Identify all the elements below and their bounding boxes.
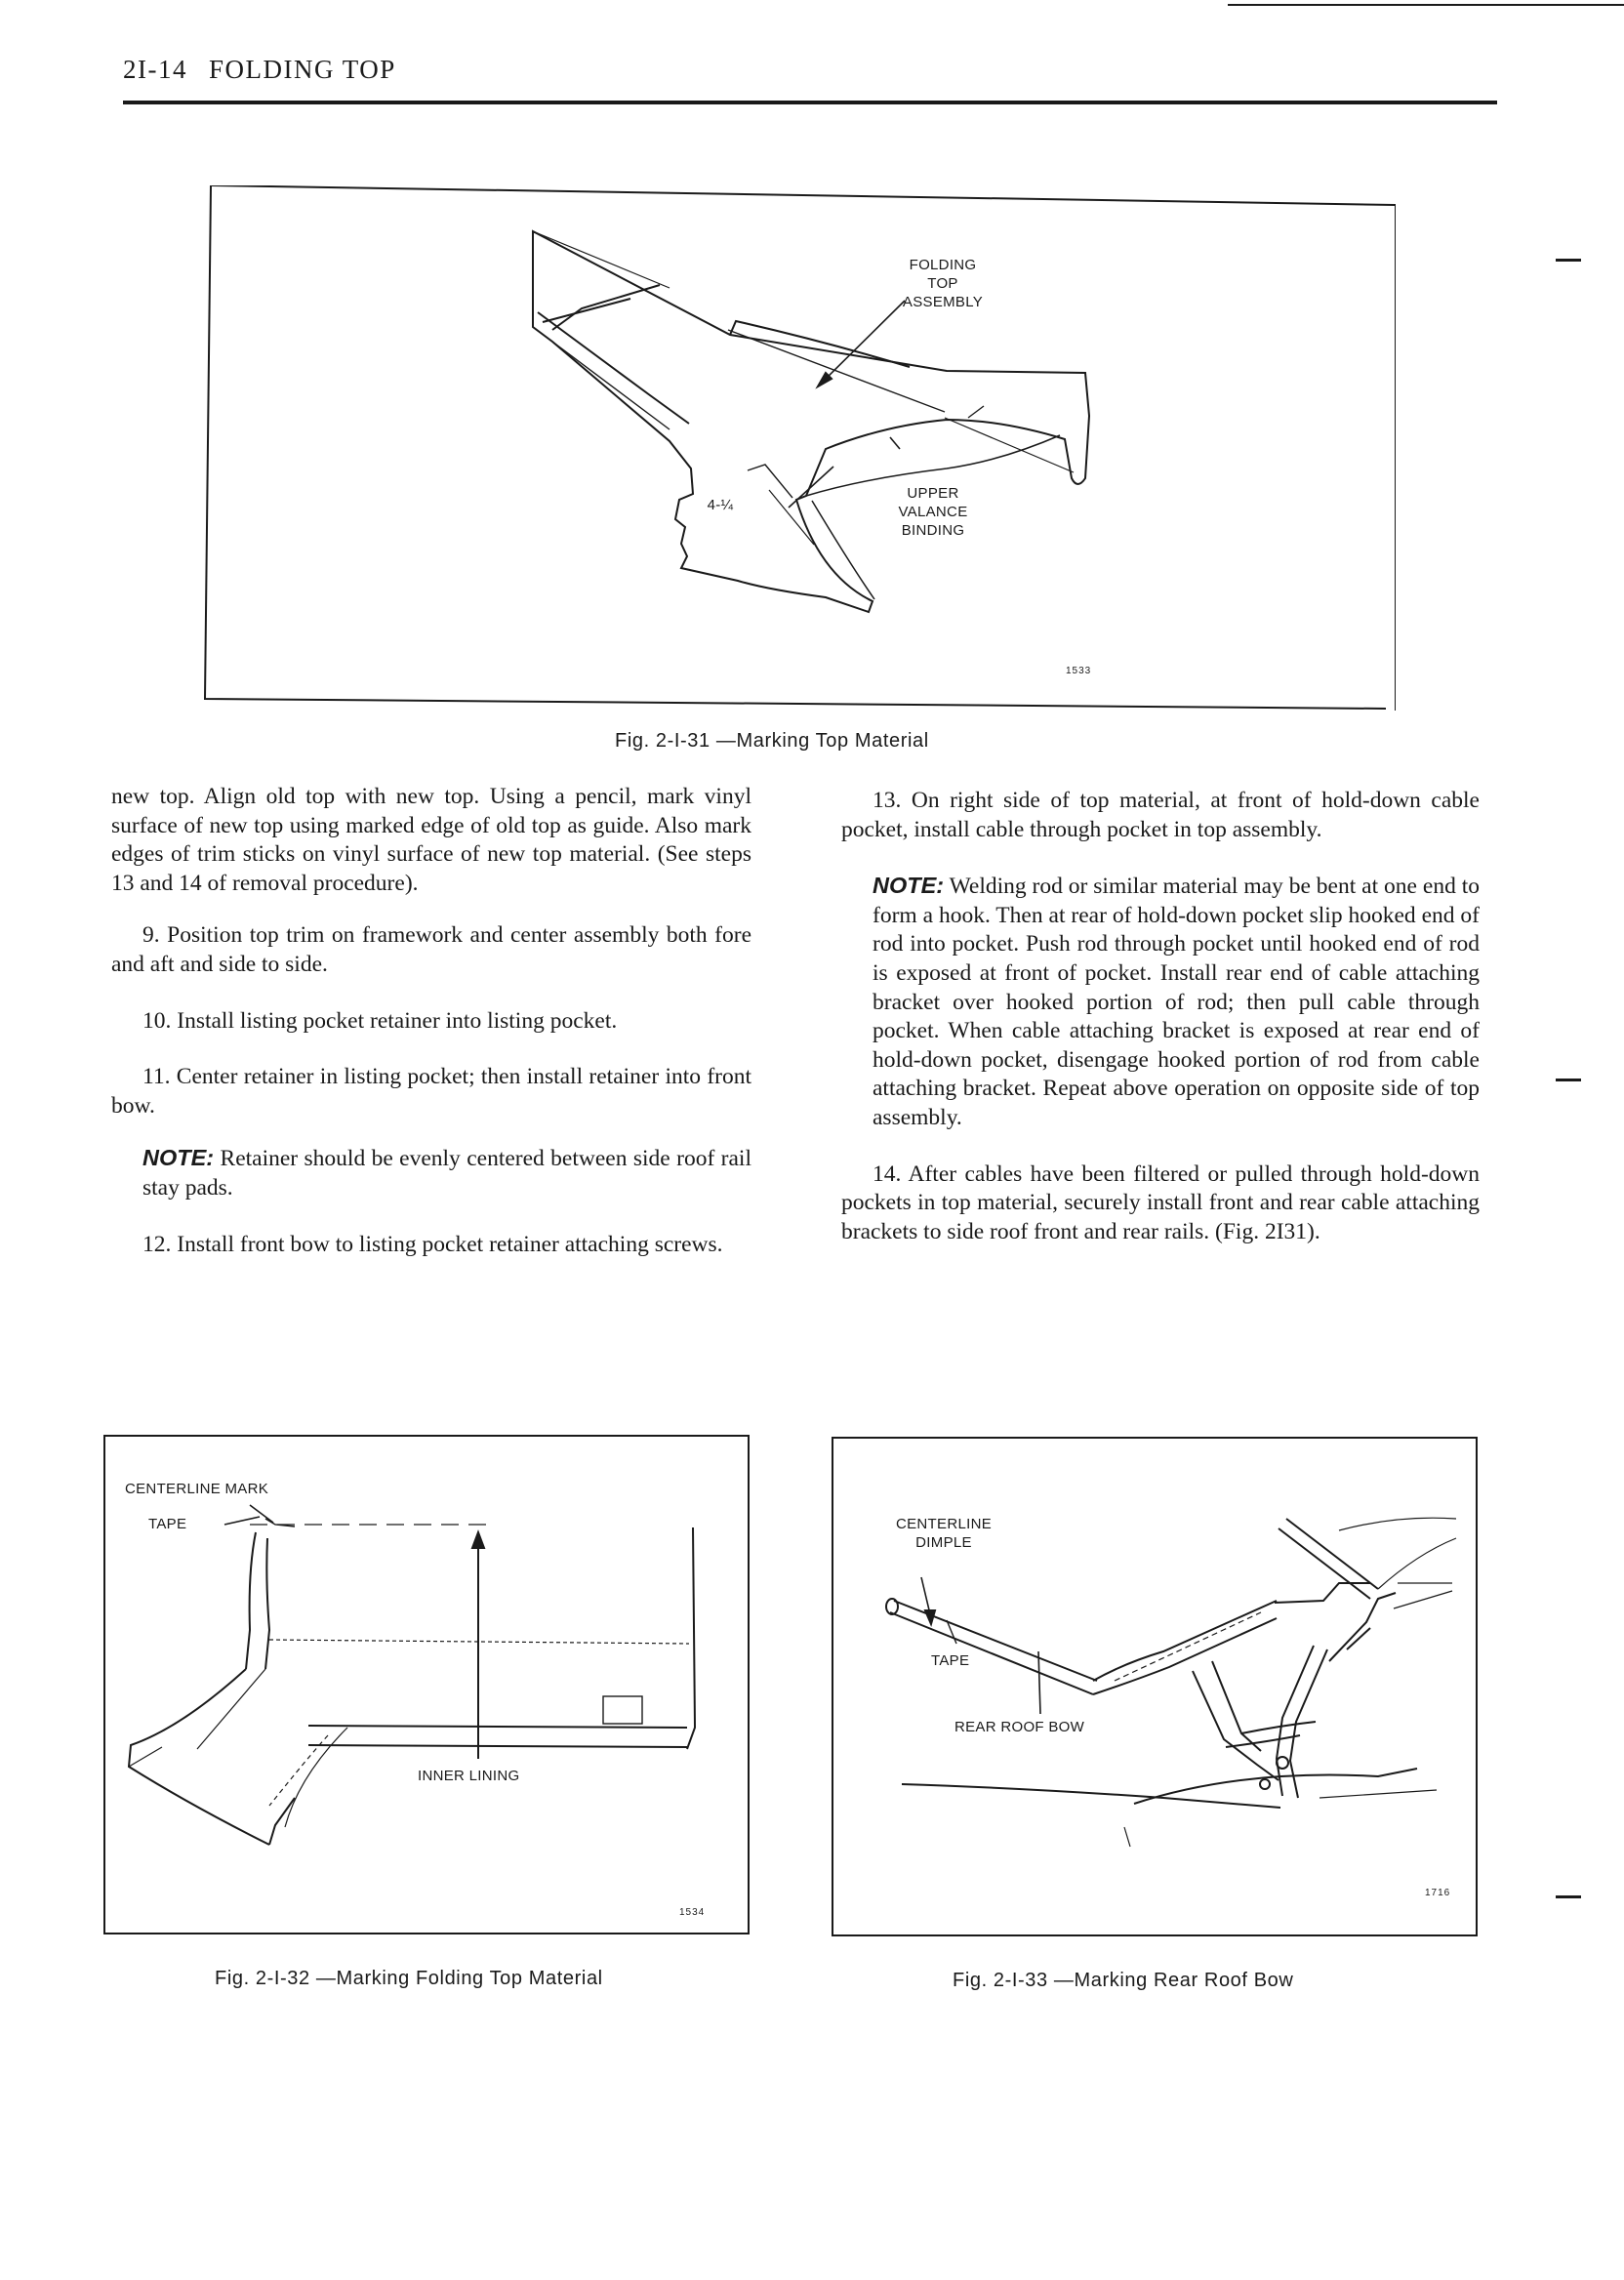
margin-mark: [1556, 1895, 1581, 1898]
corner-rule: [1228, 4, 1624, 6]
step-9: 9. Position top trim on framework and center assembly both fore and aft and side to side.: [111, 922, 751, 977]
figure-marking-rear-roof-bow: [832, 1437, 1478, 1936]
note-retainer: [111, 1144, 751, 1202]
note-label: NOTE:: [873, 873, 945, 899]
paragraph-intro: new top. Align old top with new top. Using a pencil, mark vinyl surface of new top using marked edge of old top as guide. Also mark edges of trim sticks on vinyl surface of new top material. (See steps 13 and 14 of removal procedure).: [111, 784, 751, 896]
figure-caption: Fig. 2-I-31 —Marking Top Material: [615, 730, 929, 752]
figure-number: 1533: [1066, 666, 1092, 676]
step-13: 13. On right side of top material, at front of hold-down cable pocket, install cable through pocket in top assembly.: [841, 788, 1480, 842]
label-rear-roof-bow: REAR ROOF BOW: [954, 1719, 1085, 1735]
label-folding-top-assembly: FOLDING TOP ASSEMBLY: [902, 257, 984, 310]
step-11: 11. Center retainer in listing pocket; then install retainer into front bow.: [111, 1064, 751, 1119]
margin-mark: [1556, 259, 1581, 262]
folding-top-illustration: [201, 185, 1396, 711]
note-welding-rod: [841, 872, 1480, 1132]
rear-roof-bow-illustration: [832, 1437, 1478, 1936]
left-text-column: [111, 783, 751, 1259]
label-centerline-mark: CENTERLINE MARK: [125, 1481, 269, 1497]
note-text: Retainer should be evenly centered between side roof rail stay pads.: [142, 1146, 751, 1201]
label-tape: TAPE: [148, 1516, 187, 1532]
figure-number: 1716: [1425, 1888, 1451, 1898]
figure-caption: Fig. 2-I-32 —Marking Folding Top Material: [215, 1968, 603, 1989]
margin-mark: [1556, 1079, 1581, 1081]
right-text-column: [841, 787, 1480, 1246]
section-title: FOLDING TOP: [208, 55, 396, 84]
figure-marking-top-material: [201, 185, 1396, 711]
page-number: 2I-14: [123, 55, 187, 84]
step-10: 10. Install listing pocket retainer into listing pocket.: [142, 1007, 618, 1034]
inner-lining-illustration: [103, 1435, 750, 1934]
figure-marking-folding-top-material: [103, 1435, 750, 1934]
label-inner-lining: INNER LINING: [418, 1768, 520, 1784]
note-text: Welding rod or similar material may be bent at one end to form a hook. Then at rear of hold-down pocket slip hooked end of rod into pocket. Push rod through pocket until hooked end of rod is exposed at front of pocket. Install rear end of cable attaching bracket over hooked portion of rod; then pull cable through pocket. When cable attaching bracket is exposed at rear end of hold-down pocket, disengage hooked portion of rod from cable attaching bracket. Repeat above operation on opposite side of top assembly.: [873, 874, 1481, 1130]
figure-number: 1534: [679, 1907, 706, 1918]
header-rule: [123, 101, 1497, 104]
note-label: NOTE:: [142, 1145, 215, 1171]
figure-caption: Fig. 2-I-33 —Marking Rear Roof Bow: [953, 1970, 1294, 1991]
label-centerline-dimple: CENTERLINE DIMPLE: [895, 1516, 993, 1551]
label-upper-valance-binding: UPPER VALANCE BINDING: [898, 485, 968, 539]
step-12: 12. Install front bow to listing pocket retainer attaching screws.: [142, 1231, 723, 1257]
label-tape: TAPE: [931, 1652, 970, 1669]
step-14: 14. After cables have been filtered or pulled through hold-down pockets in top material, securely install front and rear cable attaching brackets to side roof front and rear rails. (Fig. 2I31).: [841, 1160, 1480, 1244]
label-dimension: 4-¼: [707, 497, 734, 513]
page-header: [123, 55, 396, 85]
